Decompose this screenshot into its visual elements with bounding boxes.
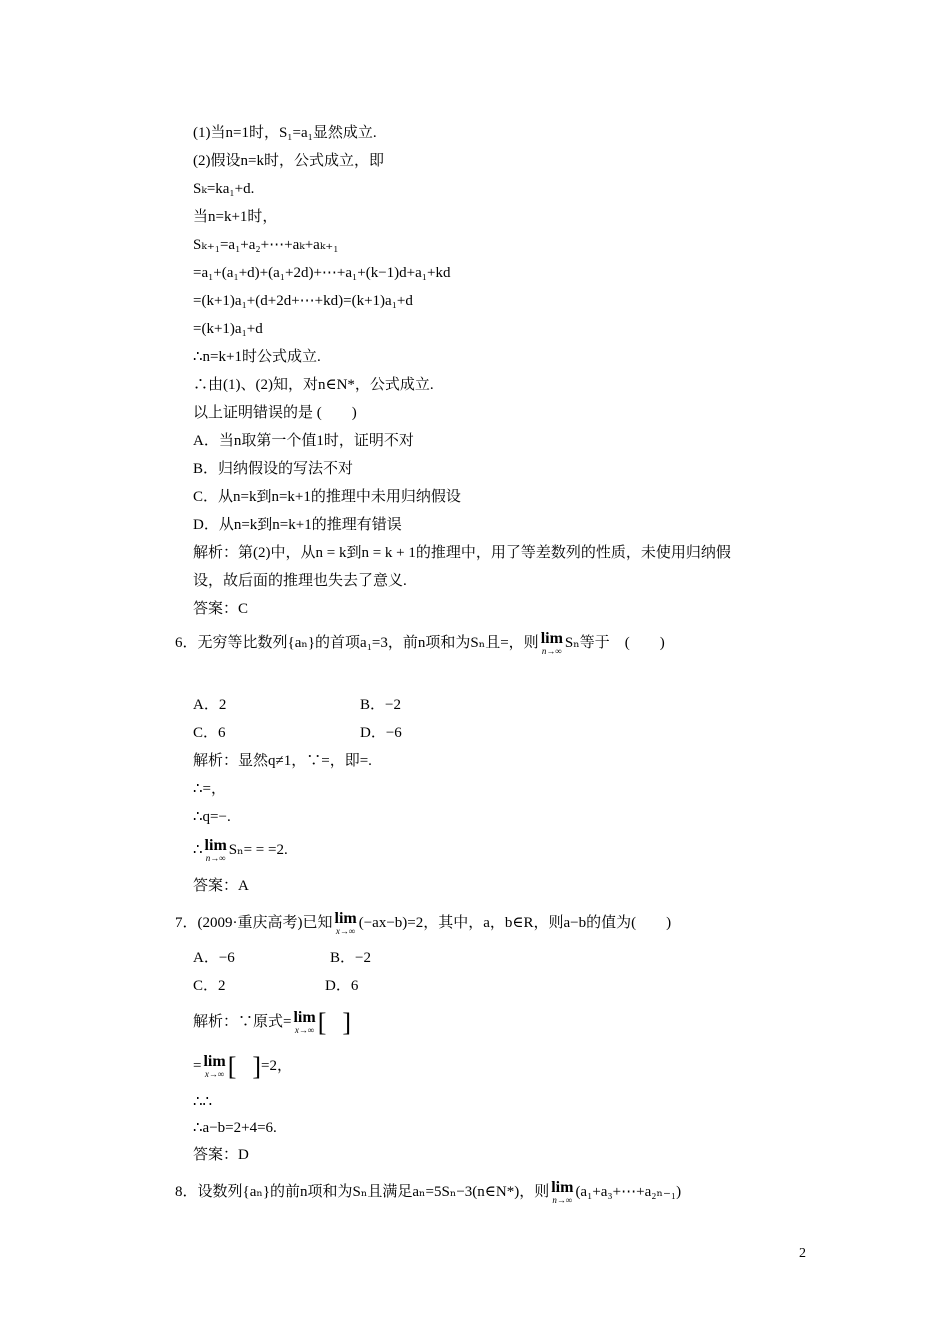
lim-operator: lim x→∞: [293, 1009, 316, 1035]
proof-line-9: ∴n=k+1时公式成立.: [193, 349, 321, 365]
proof-line-7: =(k+1)a₁+(d+2d+⋯+kd)=(k+1)a₁+d: [193, 293, 413, 309]
q6-option-b: B．−2: [360, 697, 401, 713]
q6-answer: 答案：A: [193, 878, 249, 894]
q7-option-b: B．−2: [330, 950, 371, 966]
lim-operator: lim x→∞: [334, 910, 357, 936]
q7-solution-1: 解析：∵原式= lim x→∞ [ ]: [193, 1007, 352, 1037]
answer-line: 答案：C: [193, 601, 249, 617]
lim-operator: lim x→∞: [203, 1053, 226, 1079]
q6-stem-before: 6．无穷等比数列{aₙ}的首项a₁=3，前n项和为Sₙ且=，则: [175, 634, 539, 651]
solution-line-1: 解析：第(2)中，从n = k到n = k + 1的推理中，用了等差数列的性质，未使用归纳假: [193, 545, 731, 561]
lim-operator: lim n→∞: [204, 837, 227, 863]
q6-option-d: D．−6: [360, 725, 402, 741]
lim-operator: lim n→∞: [540, 630, 563, 656]
proof-line-5: Sₖ₊₁=a₁+a₂+⋯+aₖ+aₖ₊₁: [193, 237, 339, 253]
proof-line-8: =(k+1)a₁+d: [193, 321, 263, 337]
q7-solution-3: ∴∴: [193, 1094, 213, 1110]
option-a: A．当n取第一个值1时，证明不对: [193, 433, 414, 449]
q7-option-d: D．6: [325, 978, 359, 994]
q7-solution-4: ∴a−b=2+4=6.: [193, 1120, 277, 1136]
q6-option-c: C．6: [193, 725, 226, 741]
q6-solution-1: 解析：显然q≠1，∵=，即=.: [193, 753, 372, 769]
proof-line-4: 当n=k+1时，: [193, 209, 278, 225]
q7-solution-2: = lim x→∞ [ ]=2，: [193, 1051, 292, 1081]
q6-stem: [175, 631, 665, 656]
q7-answer: 答案：D: [193, 1147, 249, 1163]
q6-stem-after: Sₙ等于 ( ): [564, 634, 665, 651]
q7-option-c: C．2: [193, 978, 226, 994]
q6-solution-3: ∴q=−.: [193, 809, 231, 825]
solution-line-2: 设，故后面的推理也失去了意义.: [193, 573, 407, 589]
option-c: C．从n=k到n=k+1的推理中未用归纳假设: [193, 489, 461, 505]
q7-stem: 7．(2009·重庆高考)已知 lim x→∞ (−ax−b)=2，其中，a，b∈R，则a−b的值为( ): [175, 910, 672, 936]
proof-line-2: (2)假设n=k时，公式成立，即: [193, 153, 384, 169]
option-b: B．归纳假设的写法不对: [193, 461, 354, 477]
q6-option-a: A．2: [193, 697, 227, 713]
q6-solution-4: ∴ lim n→∞ Sₙ= = =2.: [193, 837, 288, 863]
page-number: 2: [799, 1246, 806, 1261]
proof-line-3: Sₖ=ka₁+d.: [193, 181, 255, 197]
q8-stem: 8．设数列{aₙ}的前n项和为Sₙ且满足aₙ=5Sₙ−3(n∈N*)，则 lim n→∞ (a₁+a₃+⋯+a₂ₙ₋₁): [175, 1179, 682, 1205]
proof-line-6: =a₁+(a₁+d)+(a₁+2d)+⋯+a₁+(k−1)d+a₁+kd: [193, 265, 451, 281]
lim-operator: lim n→∞: [551, 1179, 574, 1205]
q7-option-a: A．−6: [193, 950, 235, 966]
option-d: D．从n=k到n=k+1的推理有错误: [193, 517, 402, 533]
q6-solution-2: ∴=，: [193, 781, 227, 797]
proof-line-10: ∴由(1)、(2)知，对n∈N*，公式成立.: [193, 377, 434, 393]
question-prompt: 以上证明错误的是 ( ): [193, 405, 357, 421]
proof-line-1: (1)当n=1时，S₁=a₁显然成立.: [193, 125, 377, 141]
